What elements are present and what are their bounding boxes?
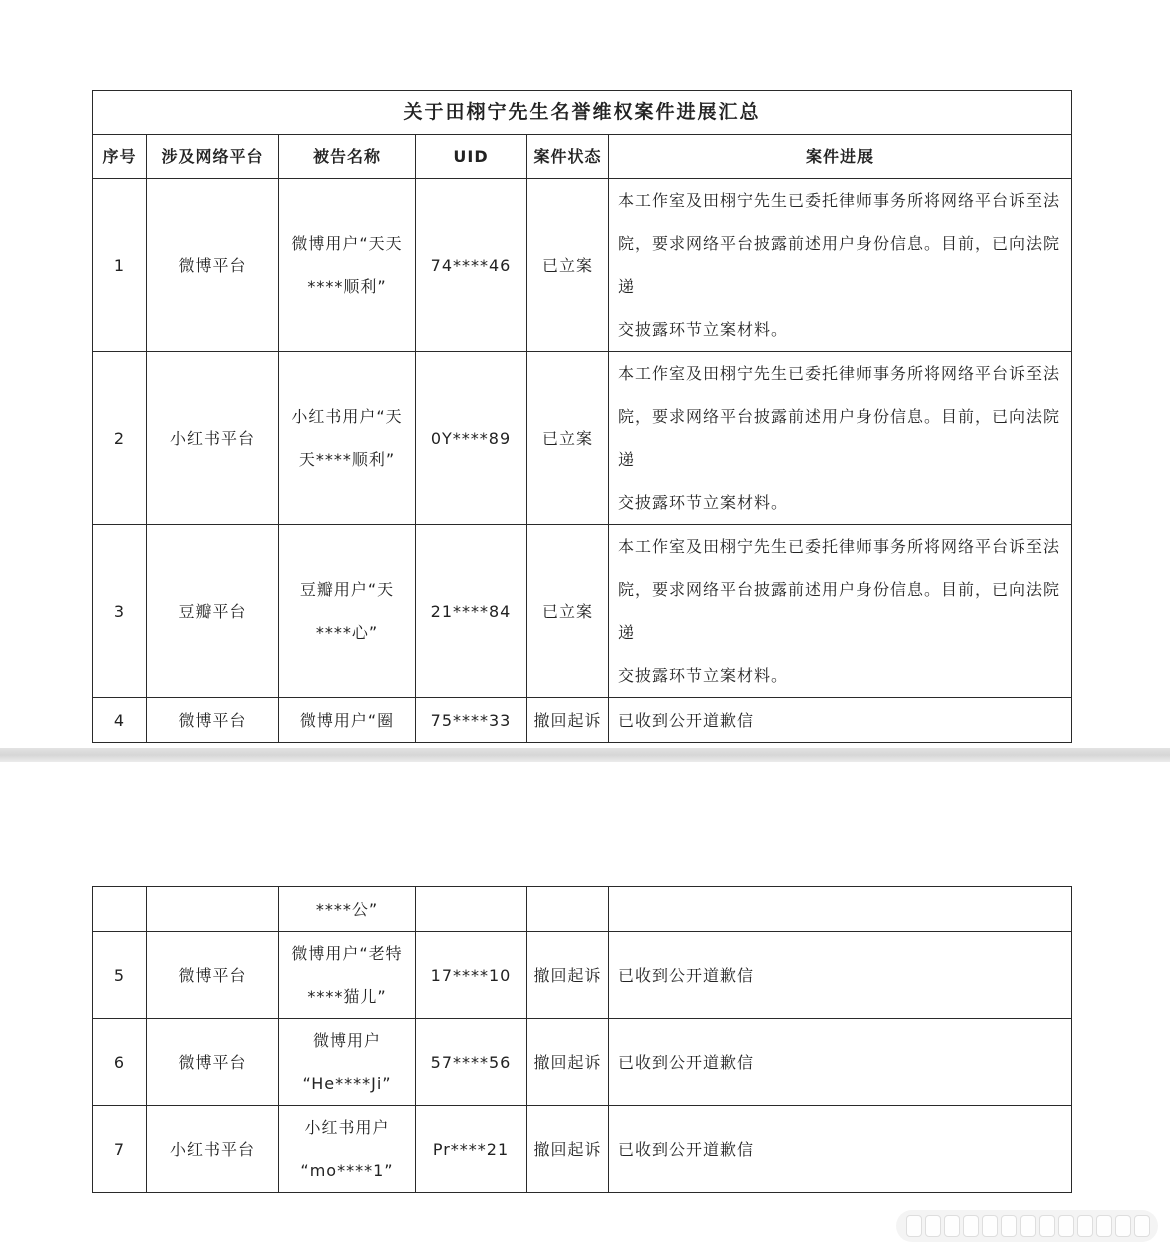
table-row [93, 179, 1072, 352]
progress-line: 交披露环节立案材料。 [618, 320, 789, 339]
header-uid: UID [416, 135, 527, 179]
progress-line: 本工作室及田栩宁先生已委托律师事务所将网络平台诉至法 [618, 364, 1061, 383]
row-platform: 微博平台 [147, 932, 279, 1019]
row-progress: 已收到公开道歉信 [609, 1019, 1072, 1106]
row-no: 6 [93, 1019, 147, 1106]
table-row [93, 1019, 1072, 1106]
row-progress: 已收到公开道歉信 [609, 698, 1072, 743]
defendant-line: 微博用户“老特 [291, 944, 403, 963]
table-row-continued [93, 887, 1072, 932]
row-defendant [279, 1019, 416, 1106]
progress-line: 本工作室及田栩宁先生已委托律师事务所将网络平台诉至法 [618, 537, 1061, 556]
row-no: 4 [93, 698, 147, 743]
row-platform: 微博平台 [147, 179, 279, 352]
watermark-badge [896, 1210, 1158, 1242]
row-uid: 74****46 [416, 179, 527, 352]
row-uid: Pr****21 [416, 1106, 527, 1193]
row-defendant [279, 1106, 416, 1193]
row-status: 撤回起诉 [527, 1106, 609, 1193]
row-defendant [279, 179, 416, 352]
progress-line: 交披露环节立案材料。 [618, 493, 789, 512]
progress-line: 本工作室及田栩宁先生已委托律师事务所将网络平台诉至法 [618, 191, 1061, 210]
row-platform: 小红书平台 [147, 1106, 279, 1193]
defendant-line: “He****Ji” [302, 1074, 392, 1093]
row-uid: 0Y****89 [416, 352, 527, 525]
defendant-line: ****猫儿” [307, 987, 387, 1006]
header-defendant: 被告名称 [279, 135, 416, 179]
row-no: 5 [93, 932, 147, 1019]
row-platform: 豆瓣平台 [147, 525, 279, 698]
defendant-line: 小红书用户“天 [291, 407, 403, 426]
header-status: 案件状态 [527, 135, 609, 179]
row-progress [609, 179, 1072, 352]
table-row [93, 698, 1072, 743]
defendant-line: 豆瓣用户“天 [299, 580, 395, 599]
row-status: 已立案 [527, 352, 609, 525]
row-platform: 小红书平台 [147, 352, 279, 525]
case-summary-table [92, 90, 1072, 743]
defendant-line: “mo****1” [300, 1161, 394, 1180]
progress-line: 院，要求网络平台披露前述用户身份信息。目前，已向法院递 [618, 580, 1061, 642]
table-row [93, 932, 1072, 1019]
case-summary-table-continued [92, 886, 1072, 1193]
defendant-line: 微博用户 [312, 1031, 381, 1050]
defendant-line: 小红书用户 [304, 1118, 390, 1137]
header-no: 序号 [93, 135, 147, 179]
progress-line: 院，要求网络平台披露前述用户身份信息。目前，已向法院递 [618, 407, 1061, 469]
row-status: 撤回起诉 [527, 932, 609, 1019]
row-progress: 已收到公开道歉信 [609, 932, 1072, 1019]
row-defendant [279, 932, 416, 1019]
row-progress [609, 525, 1072, 698]
defendant-line: 天****顺利” [298, 450, 396, 469]
row-no: 3 [93, 525, 147, 698]
row-progress: 已收到公开道歉信 [609, 1106, 1072, 1193]
row-defendant-continued: ****公” [279, 887, 416, 932]
page-break [0, 748, 1170, 762]
row-defendant [279, 352, 416, 525]
row-platform: 微博平台 [147, 1019, 279, 1106]
table-row [93, 1106, 1072, 1193]
row-status: 已立案 [527, 525, 609, 698]
defendant-line: ****心” [315, 623, 379, 642]
row-progress [609, 352, 1072, 525]
row-no: 1 [93, 179, 147, 352]
header-progress: 案件进展 [609, 135, 1072, 179]
defendant-line: 微博用户“天天 [291, 234, 403, 253]
row-uid: 57****56 [416, 1019, 527, 1106]
row-uid: 75****33 [416, 698, 527, 743]
row-no: 7 [93, 1106, 147, 1193]
table-header-row [93, 135, 1072, 179]
table-row [93, 525, 1072, 698]
table-row [93, 352, 1072, 525]
progress-line: 院，要求网络平台披露前述用户身份信息。目前，已向法院递 [618, 234, 1061, 296]
row-defendant: 微博用户“圈 [279, 698, 416, 743]
defendant-line: ****顺利” [307, 277, 387, 296]
row-uid: 17****10 [416, 932, 527, 1019]
row-defendant [279, 525, 416, 698]
row-uid: 21****84 [416, 525, 527, 698]
row-status: 已立案 [527, 179, 609, 352]
header-platform: 涉及网络平台 [147, 135, 279, 179]
table-title: 关于田栩宁先生名誉维权案件进展汇总 [93, 91, 1072, 135]
progress-line: 交披露环节立案材料。 [618, 666, 789, 685]
row-status: 撤回起诉 [527, 1019, 609, 1106]
row-platform: 微博平台 [147, 698, 279, 743]
row-status: 撤回起诉 [527, 698, 609, 743]
row-no: 2 [93, 352, 147, 525]
